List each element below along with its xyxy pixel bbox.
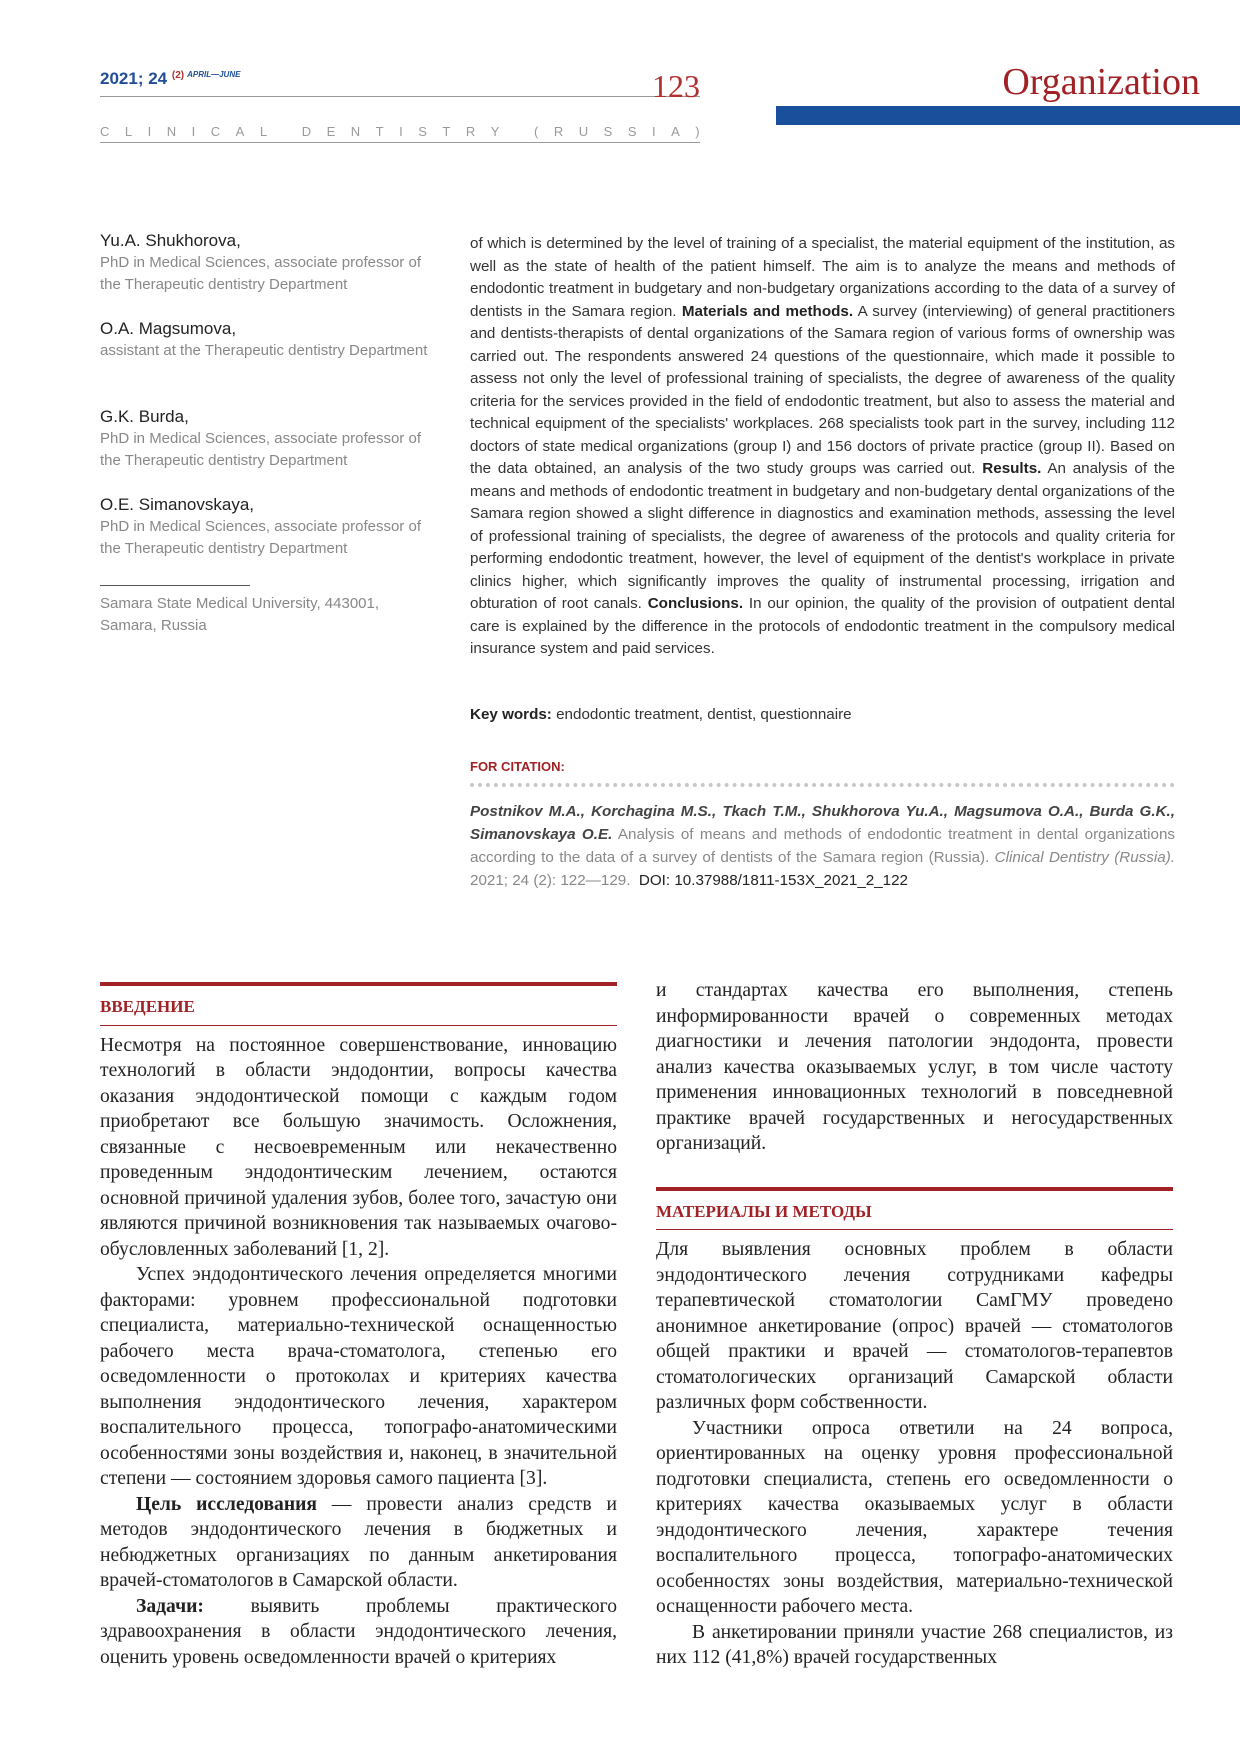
keywords-text: endodontic treatment, dentist, questionnaire [556, 706, 852, 723]
journal-letter [283, 124, 287, 139]
abstract [470, 233, 1175, 661]
citation-dotted-rule [470, 783, 1175, 787]
journal-letter: U [578, 124, 589, 139]
journal-letter: ) [695, 124, 700, 139]
abstract-heading-results: Results. [982, 460, 1042, 477]
abstract-text: of which is determined by the level of training of a specialist, the material equipment of the institution, as well as the state of health of the patient himself. The aim is to analyze the means and methods of endodontic treatment in budgetary and non-budgetary organizations according to the data of a survey of dentists in the Samara region. [470, 235, 1175, 320]
journal-letter: R [553, 124, 564, 139]
page-number: 123 [652, 68, 700, 104]
abstract-text: In our opinion, the quality of the provision of outpatient dental care is explained by the difference in the protocols of endodontic treatment in the compulsory medical insurance system and paid services. [470, 595, 1175, 657]
abstract-text: An analysis of the means and methods of endodontic treatment in budgetary and non-budgetary dental organizations of the Samara region showed a slight difference in diagnostics and examination methods, assessing the level of professional training of specialists, the degree of awareness of the protocols and quality criteria for performing endodontic treatment, however, the level of equipment of the dentist's workplace in private clinics higher, which significantly improves the quality of instrumental processing, irrigation and obturation of root canals. [470, 460, 1175, 612]
author-affiliation: PhD in Medical Sciences, associate professor of the Therapeutic dentistry Department [100, 254, 421, 293]
journal-letter: I [191, 124, 196, 139]
abstract-heading-methods: Materials and methods. [681, 302, 854, 320]
author-block [100, 406, 430, 472]
journal-name [100, 124, 700, 139]
affiliation-rule [100, 585, 250, 586]
journal-letter: T [442, 124, 451, 139]
journal-letter: S [603, 124, 613, 139]
author-name: O.A. Magsumova, [100, 319, 237, 338]
journal-letter: T [375, 124, 384, 139]
journal-letter: N [166, 124, 177, 139]
paragraph: и стандартах качества его выполнения, степень информированности врачей о современных методах диагностики и лечения патологии эндодонта, провести анализ качества оказываемых услуг, в том числе частоту применения инновационных технологий в повседневной практике врачей государственных и негосударственных организаций. [656, 980, 1173, 1154]
tasks-text: выявить проблемы практического здравоохранения в области эндодонтического лечения, оценить уровень осведомленности врачей о критериях [100, 1595, 617, 1668]
journal-letter: C [100, 124, 110, 139]
issue-number: (2) [171, 70, 185, 81]
author-affiliation: PhD in Medical Sciences, associate professor of the Therapeutic dentistry Department [100, 430, 421, 469]
journal-letter: ( [534, 124, 539, 139]
author-block [100, 494, 430, 560]
author-block [100, 318, 430, 362]
author-name: G.K. Burda, [100, 407, 189, 426]
journal-letter: S [418, 124, 427, 139]
paragraph: Для выявления основных проблем в области эндодонтического лечения сотрудниками кафедры терапевтической стоматологии СамГМУ проведено анонимное анкетирование (опрос) врачей — стоматологов общей практики и врачей — стоматологов-терапевтов стоматологических организаций Самарской области различных форм собственности. [656, 1239, 1173, 1413]
journal-letter: S [627, 124, 637, 139]
body-column-right [656, 978, 1173, 1671]
body-column-left [100, 982, 617, 1670]
citation-details: 2021; 24 (2): 122—129. [470, 872, 631, 889]
citation-journal: Clinical Dentistry (Russia). [994, 849, 1175, 866]
section-title: Organization [1002, 61, 1200, 103]
journal-letter: A [235, 124, 245, 139]
issue-period: APRIL—JUNE [187, 70, 241, 79]
journal-letter [515, 124, 519, 139]
author-name: Yu.A. Shukhorova, [100, 231, 241, 250]
journal-letter: L [259, 124, 268, 139]
author-affiliation: PhD in Medical Sciences, associate professor of the Therapeutic dentistry Department [100, 518, 421, 557]
citation-doi: DOI: 10.37988/1811-153X_2021_2_122 [638, 872, 908, 889]
author-affiliation: assistant at the Therapeutic dentistry Department [100, 342, 428, 359]
abstract-heading-conclusions: Conclusions. [647, 595, 744, 612]
journal-letter: R [465, 124, 476, 139]
citation-title: Analysis of means and methods of endodontic treatment in dental organizations according to the data of a survey of dentists of the Samara region (Russia). [470, 826, 1176, 866]
paragraph: Несмотря на постоянное совершенствование, инновацию технологий в области эндодонтии, вопросы качества оказания эндодонтической помощи с каждым годом приобретают все большую значимость. Осложнения, связанные с несвоевременным или некачественно проведенным эндодонтическим лечением, остаются основной причиной удаления зубов, более того, зачастую они являются причиной возникновения так называемых очагово-обусловленных заболеваний [1, 2]. [100, 1034, 617, 1260]
paragraph-aim [100, 1492, 617, 1594]
keywords-label: Key words: [470, 706, 552, 723]
header-rule-top [100, 96, 700, 97]
journal-letter: E [326, 124, 336, 139]
abstract-text: A survey (interviewing) of general practitioners and dentists-therapists of dental organizations of the Samara region of various forms of ownership was carried out. The respondents answered 24 questions of the questionnaire, which made it possible to assess not only the level of professional training of specialists, the degree of awareness of the quality criteria for the services provided in the field of endodontic treatment, but also to assess the material and technical equipment of the specialists' workplaces. 268 specialists took part in the survey, including 112 doctors of state medical organizations (group I) and 156 doctors of private practice (group II). Based on the data obtained, an analysis of the two study groups was carried out. [470, 302, 1175, 477]
journal-letter: I [652, 124, 656, 139]
citation-label: FOR CITATION: [470, 759, 565, 774]
tasks-label: Задачи: [136, 1595, 204, 1617]
paragraph: Успех эндодонтического лечения определяется многими факторами: уровнем профессиональной подготовки специалиста, материально-технической оснащенностью рабочего места врача-стоматолога, степенью его осведомленности о протоколах и критериях качества выполнения эндодонтического лечения, характером воспалительного процесса, топографо-анатомическими особенностями зоны воздействия и, наконец, в значительной степени — состоянием здоровья самого пациента [3]. [100, 1264, 617, 1489]
citation [470, 800, 1175, 892]
paragraph: Участники опроса ответили на 24 вопроса, ориентированных на оценку уровня профессиональной подготовки специалиста, степень его осведомленности о критериях качества оказываемых услуг в области эндодонтического лечения, характере течения воспалительного процесса, топографо-анатомических особенностях зоны воздействия, материально-технической оснащенности рабочего места. [656, 1417, 1173, 1617]
journal-letter: D [301, 124, 312, 139]
section-heading-methods: МАТЕРИАЛЫ И МЕТОДЫ [656, 1191, 1173, 1231]
institution: Samara State Medical University, 443001, Samara, Russia [100, 595, 380, 634]
journal-letter: C [210, 124, 221, 139]
aim-label: Цель исследования [136, 1493, 318, 1515]
header-rule-bottom [100, 142, 700, 143]
section-bar [776, 106, 1240, 125]
aim-text: — провести анализ средств и методов эндодонтического лечения в бюджетных и небюджетных организациях по данным анкетирования врачей-стоматологов в Самарской области. [100, 1493, 617, 1591]
issue-label: 2021; 24 $^{(2)}$ $^{APRIL—JUNE}$ [100, 69, 241, 88]
keywords [470, 706, 1175, 723]
author-block [100, 230, 430, 296]
journal-letter: N [350, 124, 361, 139]
journal-letter: A [671, 124, 680, 139]
journal-letter: I [147, 124, 152, 139]
journal-letter: L [124, 124, 133, 139]
section-heading-intro: ВВЕДЕНИЕ [100, 986, 617, 1026]
author-name: O.E. Simanovskaya, [100, 495, 255, 514]
journal-letter: I [399, 124, 403, 139]
paragraph-tasks [100, 1594, 617, 1671]
journal-letter: Y [490, 124, 500, 139]
citation-authors: Postnikov M.A., Korchagina M.S., Tkach T.M., Shukhorova Yu.A., Magsumova O.A., Burda G.K., Simanovskaya O.E. [470, 803, 1175, 843]
paragraph: В анкетировании приняли участие 268 специалистов, из них 112 (41,8%) врачей государственных [656, 1621, 1173, 1668]
